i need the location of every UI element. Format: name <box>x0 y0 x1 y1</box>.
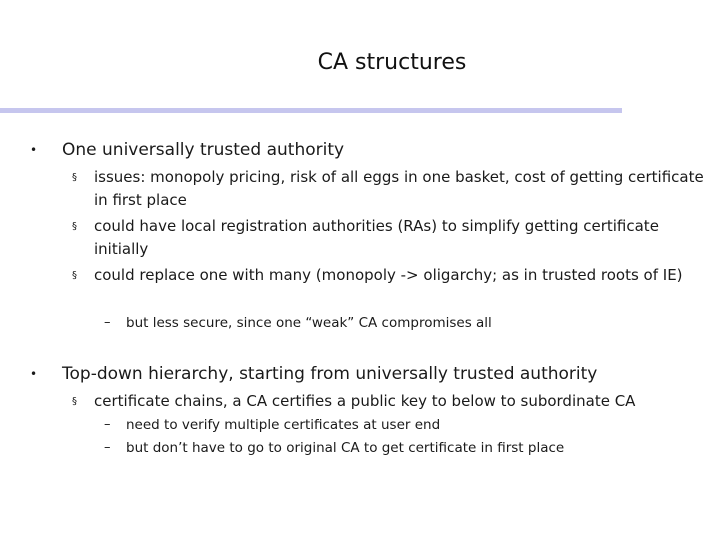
subsub-bullet-verify-multiple <box>104 415 441 435</box>
sub-bullet-text: certificate chains, a CA certifies a public key to below to subordinate CA <box>94 392 636 410</box>
bullet-dot-icon: • <box>30 367 38 381</box>
sub-bullet-certificate-chains <box>72 390 714 413</box>
bullet-dot-icon: • <box>30 143 38 157</box>
sub-bullet-issues <box>72 166 714 212</box>
bullet-text: Top-down hierarchy, starting from universally trusted authority <box>62 364 598 384</box>
bullet-top-down-hierarchy <box>30 363 598 385</box>
subsub-bullet-less-secure <box>104 313 492 333</box>
dash-icon: – <box>104 440 111 455</box>
section-mark-icon: § <box>72 172 77 183</box>
section-mark-icon: § <box>72 221 77 232</box>
sub-bullet-replace-with-many <box>72 264 714 287</box>
subsub-bullet-text: but don’t have to go to original CA to get certificate in first place <box>126 440 565 456</box>
sub-bullet-text: could replace one with many (monopoly -> oligarchy; as in trusted roots of IE) <box>94 266 683 284</box>
sub-bullet-text: could have local registration authorities (RAs) to simplify getting certificate initially <box>94 217 659 258</box>
dash-icon: – <box>104 417 111 432</box>
bullet-one-trusted-authority <box>30 139 345 161</box>
section-mark-icon: § <box>72 270 77 281</box>
dash-icon: – <box>104 315 111 330</box>
slide-title: CA structures <box>317 50 467 75</box>
subsub-bullet-no-original-ca <box>104 438 565 458</box>
sub-bullet-registration-authorities <box>72 215 714 261</box>
bullet-text: One universally trusted authority <box>62 140 345 160</box>
section-mark-icon: § <box>72 396 77 407</box>
sub-bullet-text: issues: monopoly pricing, risk of all eggs in one basket, cost of getting certificate in first place <box>94 168 704 209</box>
subsub-bullet-text: but less secure, since one “weak” CA compromises all <box>126 315 492 331</box>
subsub-bullet-text: need to verify multiple certificates at user end <box>126 417 441 433</box>
title-divider <box>0 108 622 113</box>
